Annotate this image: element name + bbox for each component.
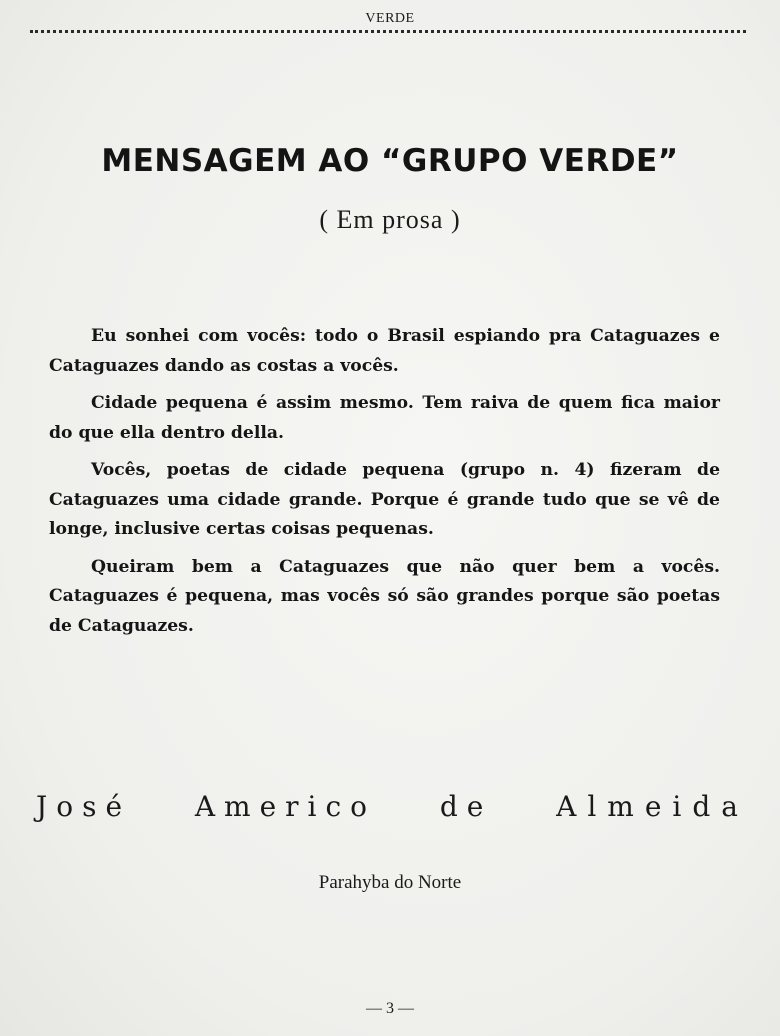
author-place: Parahyba do Norte xyxy=(318,872,462,893)
body-text xyxy=(49,322,720,649)
running-head: VERDE xyxy=(365,11,415,26)
paragraph: Queiram bem a Cataguazes que não quer bem a vocês. Cataguazes é pequena, mas vocês só são grandes porque são poetas de Cataguazes. xyxy=(49,556,720,636)
page-title: MENSAGEM AO “GRUPO VERDE” xyxy=(101,143,679,179)
author-first-name: José xyxy=(36,790,132,823)
author-particle: de xyxy=(439,790,493,823)
page-number: — 3 — xyxy=(366,1000,414,1017)
page-subtitle: ( Em prosa ) xyxy=(319,205,461,234)
author-last-name: Almeida xyxy=(556,790,749,823)
author-signature xyxy=(36,790,749,823)
author-middle-name: Americo xyxy=(194,790,377,823)
paragraph: Eu sonhei com vocês: todo o Brasil espiando pra Cataguazes e Cataguazes dando as costas a vocês. xyxy=(49,326,720,376)
paragraph: Vocês, poetas de cidade pequena (grupo n. 4) fizeram de Cataguazes uma cidade grande. Porque é grande tudo que se vê de longe, inclusive certas coisas pequenas. xyxy=(49,460,720,539)
header-dotted-rule xyxy=(30,30,746,33)
paragraph: Cidade pequena é assim mesmo. Tem raiva de quem fica maior do que ella dentro della. xyxy=(49,393,720,443)
